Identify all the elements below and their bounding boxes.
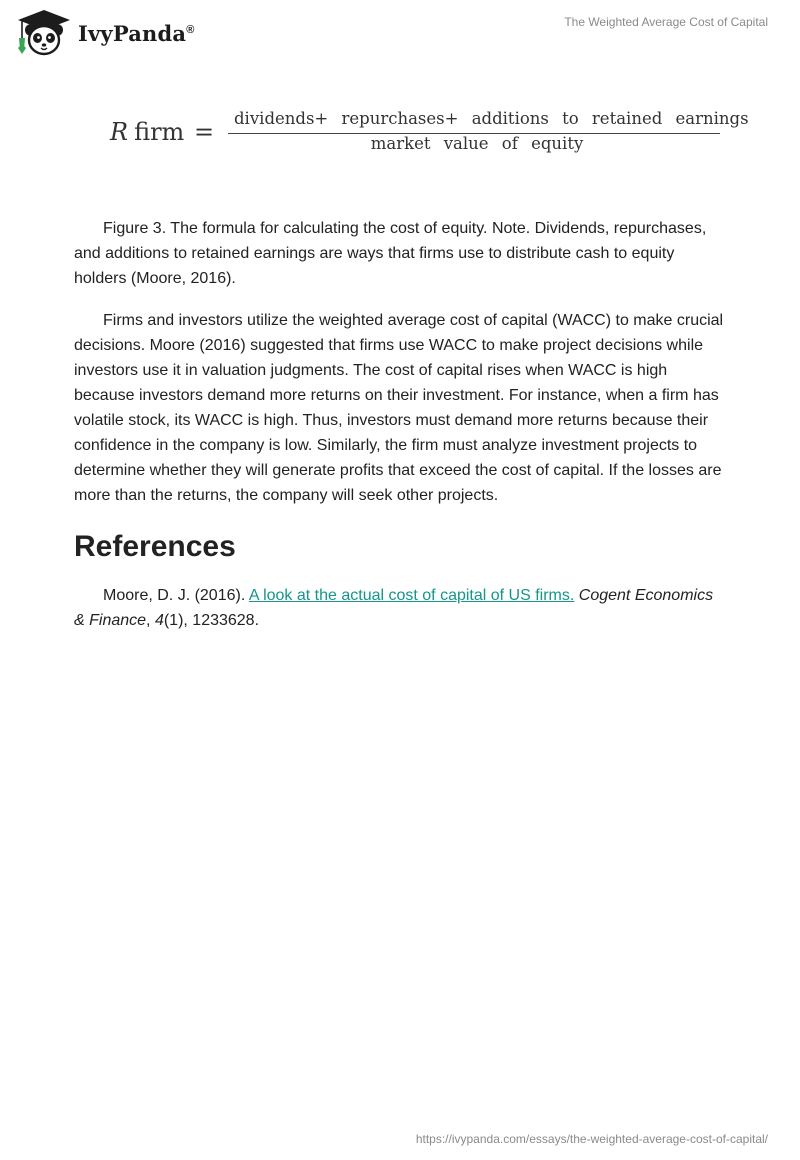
reference-volume: 4 bbox=[154, 612, 164, 629]
reference-entry bbox=[74, 583, 728, 633]
brand-name: IvyPanda® bbox=[78, 20, 195, 46]
reference-issue-pages: (1), 1233628. bbox=[163, 612, 260, 629]
formula-subscript: firm bbox=[134, 118, 185, 146]
body-paragraph: Firms and investors utilize the weighted average cost of capital (WACC) to make crucial decisions. Moore (2016) suggested that firms use WACC to make project decisions while investors use it in valuation judgments. The cost of capital rises when WACC is high because investors demand more returns on their investment. For instance, when a firm has volatile stock, its WACC is high. Thus, investors must demand more returns because their confidence in the company is low. Similarly, the firm must analyze investment projects to determine whether they will generate profits that exceed the cost of capital. If the losses are more than the returns, the company will seek other projects. bbox=[74, 312, 724, 504]
panda-graduate-icon bbox=[14, 8, 74, 58]
footer-source-url[interactable]: https://ivypanda.com/essays/the-weighted-average-cost-of-capital/ bbox=[415, 1132, 768, 1146]
cost-of-equity-formula bbox=[108, 106, 749, 166]
references-heading: References bbox=[74, 530, 236, 563]
reference-link[interactable]: A look at the actual cost of capital of US firms. bbox=[248, 587, 575, 604]
formula-denominator: market value of equity bbox=[370, 134, 584, 153]
brand-logo[interactable] bbox=[14, 8, 195, 58]
formula-equals-sign: = bbox=[194, 118, 215, 146]
formula-numerator: dividends+ repurchases+ additions to retained earnings bbox=[234, 109, 749, 128]
figure-caption: Figure 3. The formula for calculating the cost of equity. Note. Dividends, repurchases, and additions to retained earnings are ways that firms use to distribute cash to equity holders (Moore, 2016). bbox=[74, 220, 707, 287]
reference-journal: Cogent Economics & Finance bbox=[74, 587, 714, 629]
reference-separator: , bbox=[146, 612, 155, 629]
reference-authors: Moore, D. J. (2016). bbox=[103, 587, 249, 604]
page-header bbox=[0, 0, 800, 70]
formula-lhs bbox=[110, 118, 184, 146]
formula-variable: R bbox=[110, 118, 129, 146]
article-body bbox=[74, 216, 728, 650]
document-title: The Weighted Average Cost of Capital bbox=[564, 15, 768, 29]
registered-mark: ® bbox=[186, 23, 195, 36]
